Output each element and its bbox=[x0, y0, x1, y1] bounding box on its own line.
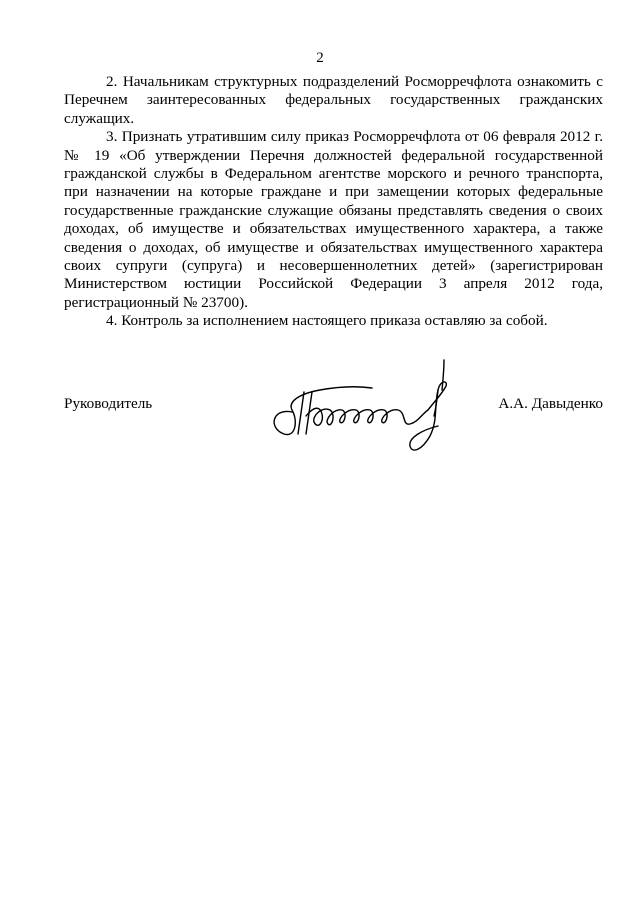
signature-block bbox=[64, 350, 603, 470]
document-body bbox=[64, 73, 603, 331]
page-number: 2 bbox=[316, 50, 324, 66]
signatory-position: Руководитель bbox=[64, 395, 153, 412]
paragraph-4-control: 4. Контроль за исполнением настоящего приказа оставляю за собой. bbox=[106, 312, 548, 330]
handwritten-signature-icon bbox=[262, 350, 472, 470]
paragraph-3-revoke-order: 3. Признать утратившим силу приказ Росморречфлота от 06 февраля 2012 г. № 19 «Об утверждении Перечня должностей федеральной государственной гражданской службы в Федеральном агентстве морского и речного транспорта, при назначении на которые граждане и при замещении которых федеральные государственные гражданские служащие обязаны представлять сведения о своих доходах, об имуществе и обязательствах имущественного характера, а также сведения о доходах, об имуществе и обязательствах имущественного характера своих супруги (супруга) и несовершеннолетних детей» (зарегистрирован Министерством юстиции Российской Федерации 3 апреля 2012 года, регистрационный № 23700). bbox=[64, 128, 603, 311]
paragraph-2-familiarize: 2. Начальникам структурных подразделений Росморречфлота ознакомить с Перечнем заинтересованных федеральных государственных гражданских служащих. bbox=[64, 73, 603, 127]
signatory-name: А.А. Давыденко bbox=[498, 395, 603, 412]
